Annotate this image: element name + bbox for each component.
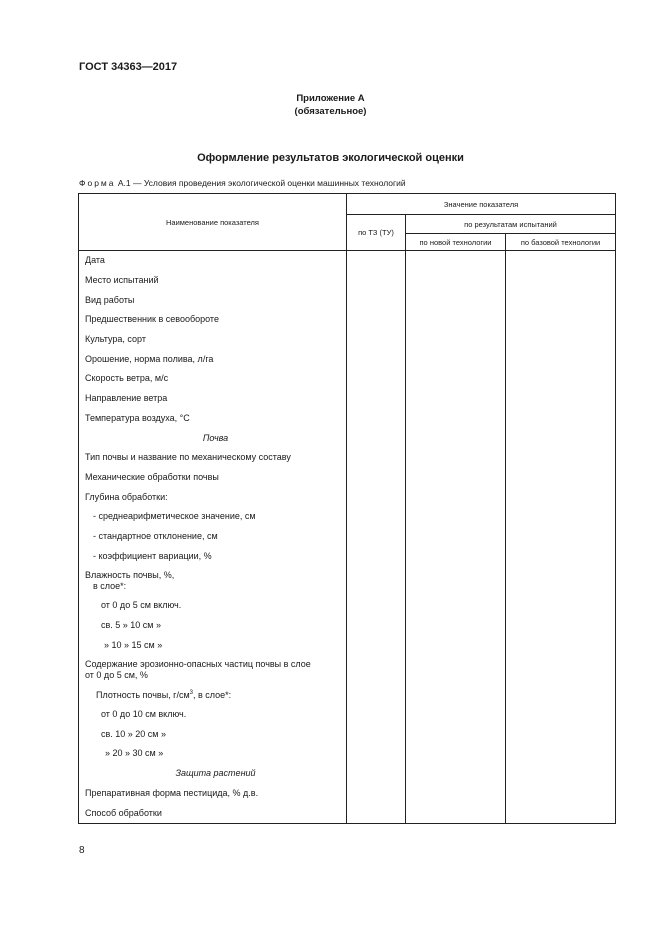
- table-row: [79, 487, 616, 507]
- section-label-plant-protection: Защита растений: [79, 764, 347, 784]
- row-label: Дата: [79, 251, 347, 271]
- row-label: Направление ветра: [79, 389, 347, 409]
- row-label: Культура, сорт: [79, 330, 347, 350]
- header-new-technology: по новой технологии: [406, 234, 506, 251]
- header-test-results: по результатам испытаний: [406, 215, 616, 234]
- header-indicator-value: Значение показателя: [347, 194, 616, 215]
- row-label: Предшественник в севообороте: [79, 310, 347, 330]
- row-label-density: [79, 685, 347, 705]
- row-label-multiline: [79, 655, 347, 685]
- table-row: [79, 635, 616, 655]
- appendix-type: (обязательное): [294, 106, 367, 117]
- row-label: св. 10 » 20 см »: [79, 724, 347, 744]
- row-label: Скорость ветра, м/с: [79, 369, 347, 389]
- row-label: » 10 » 15 см »: [79, 635, 347, 655]
- row-label-line2: в слое*:: [93, 581, 127, 591]
- appendix-title: Приложение А: [296, 93, 365, 104]
- form-caption-text: А.1 — Условия проведения экологической оценки машинных технологий: [115, 178, 406, 188]
- table-row: [79, 527, 616, 547]
- table-row: [79, 369, 616, 389]
- table-row: [79, 271, 616, 291]
- table-row: [79, 389, 616, 409]
- row-label: от 0 до 10 см включ.: [79, 705, 347, 725]
- table-row: [79, 448, 616, 468]
- row-label-line1: Влажность почвы, %,: [85, 570, 175, 580]
- row-label: от 0 до 5 см включ.: [79, 596, 347, 616]
- row-label-line1: Содержание эрозионно-опасных частиц почвы в слое: [85, 659, 311, 670]
- table-row: [79, 596, 616, 616]
- table-row: [79, 724, 616, 744]
- table-row: [79, 409, 616, 429]
- row-label: св. 5 » 10 см »: [79, 616, 347, 636]
- form-caption: [79, 178, 406, 188]
- table-row: [79, 546, 616, 566]
- row-label: Место испытаний: [79, 271, 347, 291]
- row-label-multiline: [79, 566, 347, 596]
- row-label: Орошение, норма полива, л/га: [79, 349, 347, 369]
- form-caption-prefix: Форма: [79, 178, 116, 188]
- row-label-tail: , в слое*:: [192, 690, 232, 701]
- standard-number: ГОСТ 34363—2017: [79, 61, 178, 73]
- table-row: [79, 507, 616, 527]
- row-label: Глубина обработки:: [79, 487, 347, 507]
- row-label: - стандартное отклонение, см: [79, 527, 347, 547]
- row-label: » 20 » 30 см »: [79, 744, 347, 764]
- row-label: Тип почвы и название по механическому составу: [79, 448, 347, 468]
- table-row: [79, 655, 616, 685]
- section-row-plant-protection: [79, 764, 616, 784]
- row-label: Плотность почвы, г/см: [96, 690, 190, 701]
- row-label: Препаративная форма пестицида, % д.в.: [79, 784, 347, 804]
- section-title: Оформление результатов экологической оценки: [197, 152, 464, 164]
- row-label: Температура воздуха, °С: [79, 409, 347, 429]
- table-row: [79, 705, 616, 725]
- table-row: [79, 468, 616, 488]
- section-row-soil: [79, 428, 616, 448]
- row-label: - коэффициент вариации, %: [79, 546, 347, 566]
- table-row: [79, 803, 616, 823]
- row-label-line2: от 0 до 5 см, %: [85, 670, 148, 681]
- table-row: [79, 330, 616, 350]
- header-indicator-name: Наименование показателя: [79, 194, 347, 251]
- table-row: [79, 290, 616, 310]
- row-label: - среднеарифметическое значение, см: [79, 507, 347, 527]
- table-row: [79, 251, 616, 271]
- superscript-three: 3: [189, 690, 193, 697]
- page-number: 8: [79, 845, 85, 856]
- table-row: [79, 616, 616, 636]
- table-row: [79, 566, 616, 596]
- section-label-soil: Почва: [79, 428, 347, 448]
- conditions-table: [78, 193, 616, 824]
- table-row: [79, 349, 616, 369]
- table-row: [79, 685, 616, 705]
- row-label: Способ обработки: [79, 803, 347, 823]
- row-label: Вид работы: [79, 290, 347, 310]
- table-row: [79, 310, 616, 330]
- header-base-technology: по базовой технологии: [506, 234, 616, 251]
- table-row: [79, 744, 616, 764]
- row-label: Механические обработки почвы: [79, 468, 347, 488]
- header-tz: по ТЗ (ТУ): [347, 215, 406, 251]
- table-row: [79, 784, 616, 804]
